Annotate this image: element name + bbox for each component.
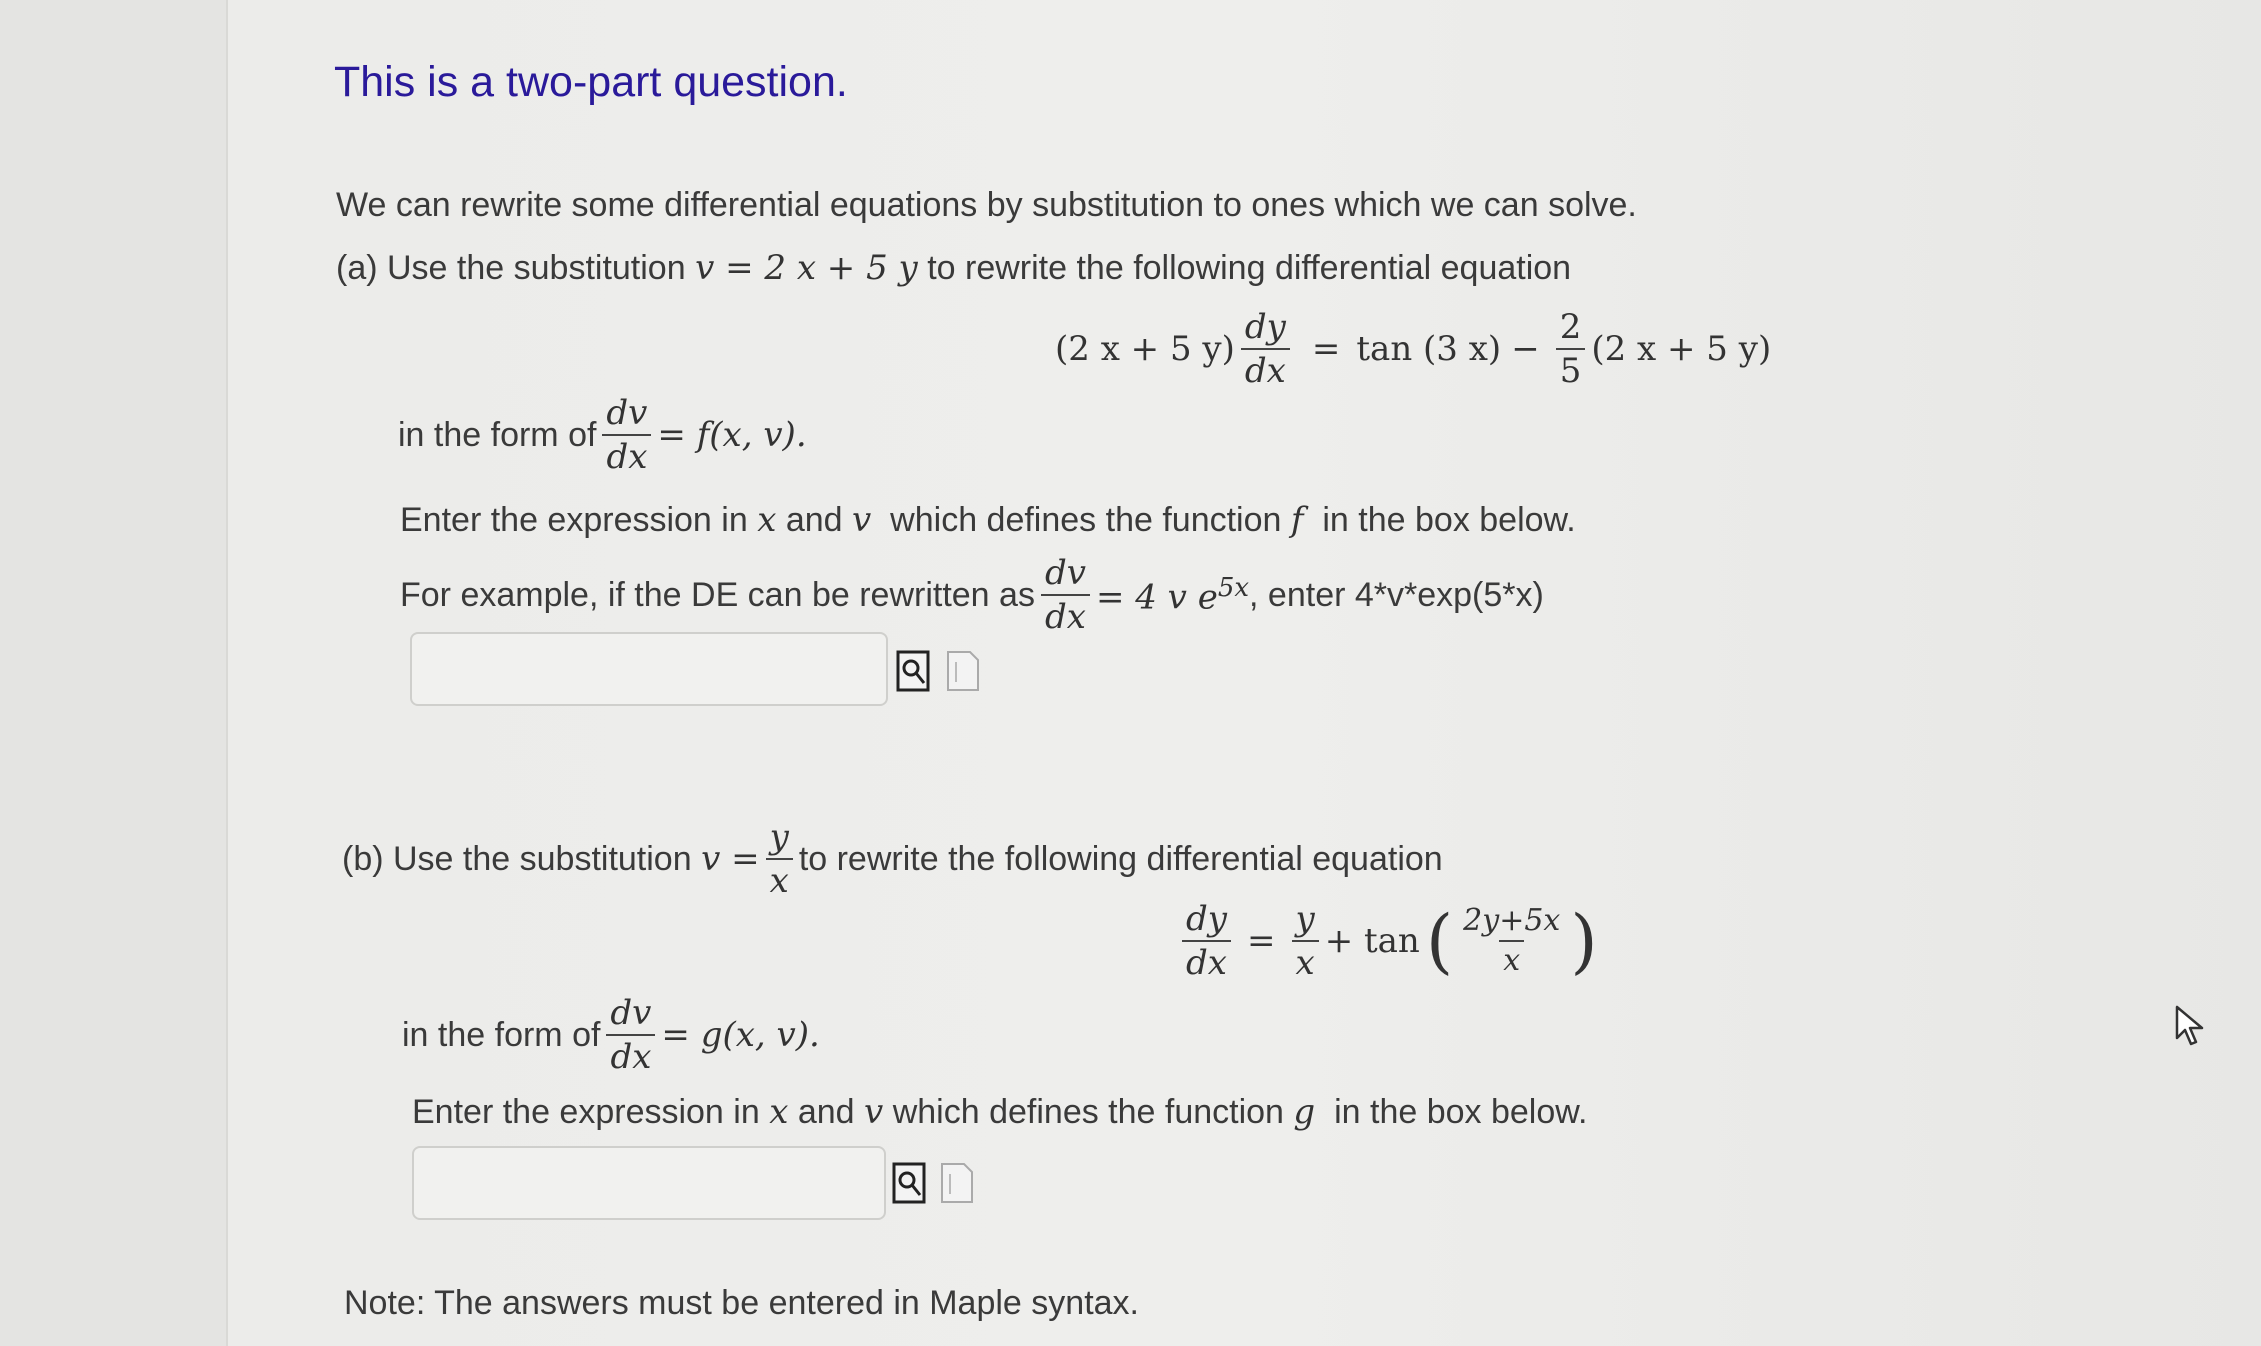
part-b-enter-instruction [412, 1092, 1587, 1132]
syntax-note: Note: The answers must be entered in Maple syntax. [344, 1284, 1139, 1322]
part-a-form [398, 393, 807, 477]
part-a-form-prefix: in the form of [398, 415, 597, 454]
part-b-sub-fraction [766, 817, 793, 901]
part-b-form-num: dv [610, 993, 652, 1033]
part-a-answer-input[interactable] [410, 632, 888, 706]
part-b-form-fraction [606, 993, 655, 1077]
part-a-enter-mid: which defines the function [890, 501, 1282, 539]
eq-a-derivative [1241, 307, 1290, 391]
eq-b-tan-argument [1459, 903, 1564, 978]
eq-b-arg-den: x [1499, 940, 1524, 976]
eq-a-coef-num: 2 [1559, 307, 1582, 347]
part-b-prefix: (b) Use the substitution [342, 839, 692, 878]
part-b-enter-var1: x [769, 1092, 789, 1132]
eq-a-coefficient [1556, 307, 1586, 391]
part-a-enter-prefix: Enter the expression in [400, 501, 748, 539]
part-b-equation [1176, 900, 1598, 982]
eq-a-minus: − [1511, 329, 1540, 369]
part-a-enter-instruction [400, 500, 1576, 540]
question-title: This is a two-part question. [334, 58, 848, 106]
part-b-enter-mid: which defines the function [892, 1093, 1284, 1131]
eq-b-plus-tan: + tan [1324, 921, 1420, 961]
part-b-enter-and: and [797, 1093, 855, 1131]
part-a-prefix: (a) Use the substitution [336, 249, 686, 287]
part-b-suffix: to rewrite the following differential equation [798, 839, 1443, 878]
part-b-sub-lhs: v = [701, 839, 760, 879]
part-a-form-fraction [602, 393, 651, 477]
part-a-example-num: dv [1044, 553, 1086, 593]
part-a-example-rhs-base: = 4 v e [1095, 577, 1218, 618]
part-a-example-rhs [1096, 573, 1249, 617]
part-a-example-suffix: , enter 4*v*exp(5*x) [1249, 575, 1544, 614]
eq-b-equals: = [1246, 921, 1276, 961]
part-a-enter-fn: f [1290, 500, 1304, 540]
part-a-form-den: dx [602, 434, 651, 474]
part-a-equation [1055, 307, 1772, 391]
part-b-instruction [342, 817, 1443, 901]
eq-b-right-paren: ) [1570, 900, 1598, 982]
eq-b-fraction [1291, 899, 1318, 983]
question-intro: We can rewrite some differential equations by substitution to ones which we can solve. [336, 186, 1637, 224]
maple-help-page-icon[interactable] [946, 650, 980, 692]
part-a-enter-var1: x [757, 500, 777, 540]
part-b-enter-suffix: in the box below. [1334, 1093, 1588, 1131]
part-b-form-den: dx [606, 1034, 655, 1074]
part-b-form [402, 993, 820, 1077]
part-a-form-num: dv [606, 393, 648, 433]
left-margin [0, 0, 228, 1346]
part-b-form-prefix: in the form of [402, 1015, 601, 1054]
part-a-example-rhs-exp: 5x [1217, 572, 1250, 603]
part-a-enter-and: and [785, 501, 843, 539]
part-a-suffix: to rewrite the following differential equation [927, 249, 1572, 287]
part-b-answer-input[interactable] [412, 1146, 886, 1220]
eq-b-arg-num: 2y+5x [1463, 903, 1561, 938]
part-a-instruction [336, 248, 1571, 288]
part-a-example [400, 553, 1544, 637]
part-b-sub-den: x [766, 858, 793, 898]
part-a-enter-suffix: in the box below. [1322, 501, 1576, 539]
eq-a-coef-den: 5 [1556, 348, 1586, 388]
eq-b-deriv-den: dx [1182, 940, 1231, 980]
part-a-example-fraction [1041, 553, 1090, 637]
preview-magnifier-icon[interactable] [896, 650, 930, 692]
part-b-enter-fn: g [1293, 1092, 1316, 1132]
eq-a-lhs-factor: (2 x + 5 y) [1055, 329, 1235, 369]
eq-a-deriv-den: dx [1241, 348, 1290, 388]
part-b-form-rhs: = g(x, v). [661, 1015, 820, 1055]
part-a-form-rhs: = f(x, v). [657, 415, 807, 455]
maple-help-page-icon[interactable] [940, 1162, 974, 1204]
part-a-enter-var2: v [852, 500, 872, 540]
preview-magnifier-icon[interactable] [892, 1162, 926, 1204]
part-a-substitution: v = 2 x + 5 y [695, 248, 918, 288]
eq-a-deriv-num: dy [1244, 307, 1286, 347]
part-a-example-den: dx [1041, 594, 1090, 634]
part-b-sub-num: y [769, 817, 789, 857]
eq-b-deriv-num: dy [1186, 899, 1227, 939]
part-b-enter-var2: v [864, 1092, 884, 1132]
eq-b-derivative [1182, 899, 1231, 983]
eq-a-tan: tan (3 x) [1356, 329, 1502, 369]
mouse-pointer-icon [2174, 1004, 2208, 1048]
part-a-example-prefix: For example, if the DE can be rewritten as [400, 575, 1035, 614]
eq-a-rhs-tail: (2 x + 5 y) [1591, 329, 1772, 369]
part-b-enter-prefix: Enter the expression in [412, 1093, 760, 1131]
eq-b-frac-den: x [1292, 940, 1319, 980]
eq-b-frac-num: y [1295, 899, 1315, 939]
eq-b-left-paren: ( [1425, 900, 1454, 982]
eq-a-equals: = [1311, 329, 1341, 369]
